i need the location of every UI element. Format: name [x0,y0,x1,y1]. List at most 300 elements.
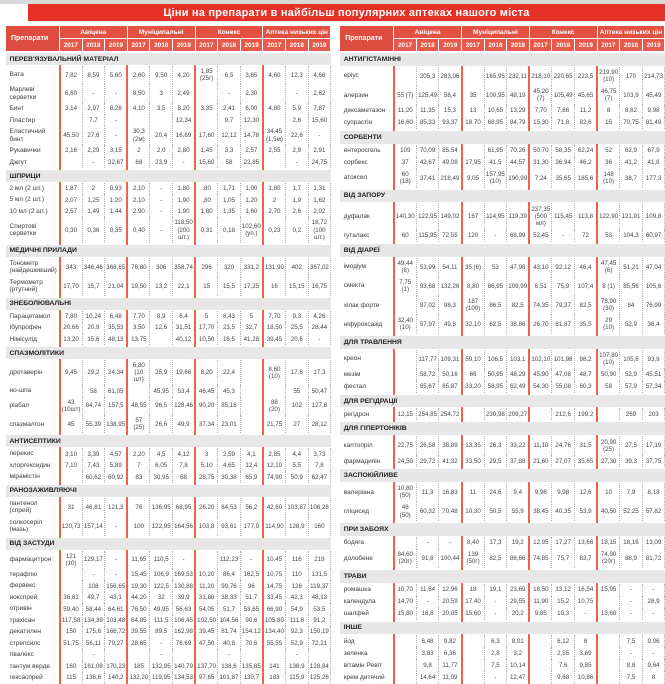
price-cell: 86,95 [484,277,507,296]
drug-name: ромашка [343,585,371,593]
drug-column-header: Препарати [340,26,394,53]
price-cell: ,80 [195,183,218,195]
price-cell: 10,80 (50) [394,482,417,502]
price-cell: 11,09 [439,671,462,683]
price-cell: 3,2 [507,647,530,659]
drug-name: гівалекс [9,651,34,659]
left-price-table [5,25,331,684]
price-cell: 11,35 [416,105,439,117]
price-cell: 232,11 [507,66,530,86]
price-cell: 13,75 [127,334,150,346]
price-cell: 2,91 [308,145,331,156]
drug-name: вітамін Ревіт [343,661,382,669]
price-cell: 9,85 [529,608,552,621]
drug-name: каптопріл [343,441,373,449]
price-cell: 4,20 [173,66,196,85]
price-cell: 223,5 [574,66,597,86]
price-cell: 39,45 [263,334,286,346]
price-cell: 13,2 [150,277,173,297]
price-cell: 98,3 [439,296,462,315]
price-cell [105,649,128,660]
price-cell: 2,70 [263,206,286,217]
price-cell [263,649,286,660]
price-cell: - [105,550,128,569]
price-cell: 150,19 [308,626,331,637]
price-cell [127,649,150,660]
price-cell [394,381,417,394]
section-row [340,52,665,66]
table-row [340,296,665,315]
price-cell: 105,8 [620,349,643,369]
price-cell: 57,34 [642,381,665,394]
price-cell: 2,30 [240,84,263,103]
section-row [340,621,665,635]
price-cell [240,415,263,434]
price-cell: 53,9 [574,502,597,522]
price-cell: 106,9 [150,569,173,580]
price-cell: 2,6 [285,206,308,217]
section-row [340,130,665,144]
price-cell: 3 [150,84,173,103]
drug-name: ніфуроксазід [343,320,383,328]
price-cell: 37 [394,157,417,169]
price-cell: 2,41 [218,103,241,114]
price-cell: 2,10 [127,183,150,195]
price-cell: 10,20 [195,569,218,580]
drug-name: Вата [9,71,24,79]
price-cell: 119,37 [308,580,331,591]
drug-name: стрепсилс [9,639,41,647]
drug-name: дуфалак [343,212,370,220]
price-cell [127,115,150,126]
price-cell: 2 [82,183,105,195]
price-cell: 17,8 [285,360,308,386]
price-cell: 25,9 [150,360,173,386]
price-cell: 10,50 [195,334,218,346]
price-cell: 118,50 (200 шт.) [173,217,196,243]
drug-name: ентеросгель [343,146,381,154]
price-cell: 6,51 [529,277,552,296]
price-cell: 47,98 [507,257,530,277]
drug-name: трахісан [9,616,35,624]
price-cell: 1,20 [240,194,263,205]
price-cell [394,369,417,381]
price-cell: 7,70 [127,310,150,322]
price-cell: 7,24 [529,169,552,189]
price-cell: 57,9 [620,381,643,394]
section-header: МЕДИЧНІ ПРИЛАДИ [6,244,331,258]
price-cell: 41,2 [620,157,643,169]
price-cell: 18,72 (100 шт.) [308,217,331,243]
table-row [6,626,331,637]
price-cell: 36 [597,157,620,169]
price-cell: 64,61 [105,603,128,614]
price-cell: 26,3 [484,436,507,456]
price-cell: 13,60 [597,608,620,621]
price-cell: 58 [82,385,105,396]
price-cell: 8,59 [82,66,105,85]
price-cell: 55,08 [552,381,575,394]
table-row [6,385,331,396]
price-cell: 12,34 [173,115,196,126]
price-cell: 38,86 [507,315,530,335]
price-cell: 88 (20) [263,397,286,415]
table-row [6,217,331,243]
price-cell: 16,5 [218,334,241,346]
price-cell: 90,6 [240,615,263,626]
price-cell: 17,25 [240,277,263,297]
price-cell: 61,95 [484,144,507,157]
price-cell: 59,40 [60,603,83,614]
price-cell: 8,28 [105,103,128,114]
price-cell: 50,90 [597,369,620,381]
table-row [340,408,665,422]
table-row [340,436,665,456]
price-cell: 70,48 [439,502,462,522]
price-cell: 17,95 [462,157,485,169]
price-cell: 82,5 [484,549,507,569]
price-cell: 28,44 [308,322,331,333]
price-cell [263,157,286,169]
table-row [340,230,665,243]
price-cell: 50,9 [285,471,308,483]
price-cell: 11,90 [529,596,552,608]
price-cell: 58,35 [552,144,575,157]
table-row [6,397,331,415]
price-cell: 11,20 [195,580,218,591]
table-row [6,277,331,297]
price-cell: 11,10 [529,436,552,456]
price-cell: 283,06 [439,66,462,86]
drug-name: Марлеві серветки [9,86,37,101]
price-cell: 122,95 [416,203,439,230]
price-cell: 185 [127,661,150,672]
price-cell: 47,04 [642,257,665,277]
price-cell: 1,71 [218,183,241,195]
price-cell: 15 [195,277,218,297]
price-cell: 54,05 [195,603,218,614]
price-cell: 49,7 [82,592,105,603]
price-cell: 119,39 [507,203,530,230]
price-cell: 13,12 [552,583,575,596]
table-row [340,647,665,659]
price-cell [597,671,620,683]
price-cell: 84,74 [82,397,105,415]
price-cell: 19,1 [484,583,507,596]
year-header: 2018 [150,39,173,53]
price-cell: 6,00 [240,103,263,114]
drug-name: зеленка [343,649,368,657]
price-cell: 51,75 [60,638,83,649]
price-cell: 19,66 [173,360,196,386]
price-cell: - [240,550,263,569]
price-cell: 64,53 [218,497,241,516]
price-cell: 0,23 [263,217,286,243]
table-row [6,206,331,217]
price-cell: 56,63 [173,603,196,614]
table-row [340,536,665,549]
price-cell: - [620,596,643,608]
price-cell: 5,10 [195,460,218,471]
title-banner [28,4,665,21]
price-cell: 74,90 (20г) [597,549,620,569]
price-cell: - [82,649,105,660]
price-cell: 115,9 [285,672,308,683]
year-header: 2019 [173,39,196,53]
price-cell: 22,1 [173,277,196,297]
price-cell: - [150,183,173,195]
price-cell: 46,75 (7) [597,86,620,105]
section-row [6,297,331,311]
price-cell [394,296,417,315]
price-cell: 26,58 [416,436,439,456]
price-cell: 126 [285,580,308,591]
price-cell: - [82,569,105,580]
price-cell: 7,70 [529,105,552,117]
price-cell: 11 [462,482,485,502]
price-cell: 117,58 [60,615,83,626]
price-cell: 97,65 [195,672,218,683]
price-cell: 1,90 [173,194,196,205]
section-header: ДЛЯ РЕГІДРАЦІЇ [340,394,665,408]
price-cell [127,385,150,396]
price-cell: 169,53 [173,569,196,580]
tables-container [5,25,665,684]
price-cell: 81,72 [642,549,665,569]
price-cell: 15,45 [127,569,150,580]
price-cell: 86,66 [507,549,530,569]
price-cell: 89,5 [150,626,173,637]
section-row [6,169,331,183]
price-cell: - [285,157,308,169]
price-cell: - [285,84,308,103]
section-row [6,244,331,258]
price-cell: 75,7 [552,549,575,569]
price-cell: 68 [173,471,196,483]
price-cell: 3,5 [150,103,173,114]
year-header: 2019 [574,39,597,53]
price-cell: 5 [240,310,263,322]
price-cell: 114,95 [484,203,507,230]
price-cell: 22,6 [285,126,308,145]
price-cell: 157,5 [105,397,128,415]
price-cell: 19,30 [127,580,150,591]
price-cell: 8,01 [507,635,530,648]
price-cell: 101,87 [218,672,241,683]
drug-name: алерзин [343,91,369,99]
price-cell [263,385,286,396]
price-cell [462,635,485,648]
price-cell: 107,4 [574,277,597,296]
price-cell: 10,14 [507,659,530,671]
price-cell: 13,35 [462,436,485,456]
price-cell: 49,8 [439,315,462,335]
price-cell: 7,9 [620,482,643,502]
price-cell: 6,80 (10 шт) [127,360,150,386]
price-cell: 32,10 [462,315,485,335]
price-cell: 157,95 (10) [484,169,507,189]
price-cell: 7,8 [173,460,196,471]
price-cell: 1,20 [105,194,128,205]
price-cell: 50,16 [439,369,462,381]
section-row [340,421,665,435]
price-cell [60,471,83,483]
price-cell [195,649,218,660]
price-cell: 254,72 [439,408,462,422]
price-cell: 29,2 [82,360,105,386]
price-cell: 50,5 [484,502,507,522]
price-cell [60,580,83,591]
price-cell: 402 [285,257,308,276]
price-cell: 36,4 [642,315,665,335]
price-cell: 82,6 [574,117,597,130]
price-cell: 51,21 [620,257,643,277]
price-cell: 10,86 [574,671,597,683]
price-cell: 3,83 [416,647,439,659]
price-cell: 8,43 [218,310,241,322]
price-cell: 110,5 [150,550,173,569]
price-cell: 119,95 [150,672,173,683]
price-cell: 24,76 [552,436,575,456]
price-cell: 103,48 [105,615,128,626]
price-cell: 72 [574,230,597,243]
price-cell: 27,07 [552,455,575,468]
price-cell: 2,8 [484,647,507,659]
price-cell: - [218,649,241,660]
price-cell: 2,16 [60,145,83,156]
price-cell [240,397,263,415]
price-cell: 44,20 [127,592,150,603]
price-cell: 55,39 [82,415,105,434]
pharmacy-header: Авіцена [394,26,462,39]
table-row [6,661,331,672]
price-cell: 48,55 [127,397,150,415]
price-cell: 10,30 [462,502,485,522]
price-cell [263,84,286,103]
price-cell [462,66,485,86]
price-cell: 39,45 [195,626,218,637]
price-cell: 62,49 [507,381,530,394]
table-row [6,592,331,603]
price-cell [195,550,218,569]
price-cell: 121,91 [620,203,643,230]
drug-name: креон [343,355,361,363]
price-cell: 20,90 (25) [597,436,620,456]
price-cell: 134,39 [82,615,105,626]
section-header: ПЕРЕВ'ЯЗУВАЛЬНИЙ МАТЕРІАЛ [6,52,331,66]
price-cell: 30,38 [218,471,241,483]
year-header: 2017 [195,39,218,53]
price-cell: 40,12 [173,334,196,346]
price-cell: 68,95 [173,497,196,516]
price-cell: 46,45 [195,385,218,396]
price-cell: 17,27 [552,536,575,549]
price-cell: 0,36 [82,217,105,243]
price-cell: 18 [462,583,485,596]
price-cell: 24,75 [308,157,331,169]
table-row [340,549,665,569]
price-cell: - [552,230,575,243]
price-cell: 7,6 [552,659,575,671]
price-cell [150,334,173,346]
price-cell: 109 [394,144,417,157]
drug-name: сорбекс [343,158,368,166]
price-cell: 60,32 [416,502,439,522]
price-cell: 102,50 [195,615,218,626]
price-cell: 87,02 [416,296,439,315]
price-cell: 91,2 [308,615,331,626]
price-cell: 2,60 [127,66,150,85]
price-cell: 54,9 [285,603,308,614]
price-cell: 2 [263,194,286,205]
price-cell: 39,55 [127,626,150,637]
price-cell: 219 [308,550,331,569]
price-cell: 45,20 (7) [529,86,552,105]
drug-name: 5 мл (2 шт.) [9,196,45,204]
price-cell: 137,70 [195,661,218,672]
price-cell [173,649,196,660]
price-cell: 296 [195,257,218,276]
price-cell: 74,35 [529,296,552,315]
price-cell: 32,67 [105,157,128,169]
price-cell: 1,00 [240,183,263,195]
price-cell: 31,51 [173,322,196,333]
price-cell: 29,72 [416,455,439,468]
price-cell: 58,95 [484,381,507,394]
price-cell: 55 [285,385,308,396]
price-cell: 30,95 [150,471,173,483]
price-cell: 2,10 [127,194,150,205]
price-cell: 135,85 [240,661,263,672]
price-cell: 46,2 [574,157,597,169]
price-cell: 121 (10) [60,550,83,569]
price-cell: 331,2 [240,257,263,276]
price-cell [195,84,218,103]
price-cell: 11,64 [416,583,439,596]
price-cell: 16 [263,277,286,297]
price-cell: 132,26 [439,277,462,296]
price-cell: 177,3 [642,169,665,189]
drug-name: декатилен [9,628,41,636]
price-cell [60,385,83,396]
price-cell: 5,5 [285,460,308,471]
price-cell: 38,7 [620,169,643,189]
price-cell: 12,6 [574,482,597,502]
price-cell: 8,80 [462,277,485,296]
price-cell: 122,90 [597,203,620,230]
price-cell: 107,80 (10) [597,349,620,369]
price-cell: 8,40 [462,536,485,549]
price-cell: 16,69 [173,126,196,145]
price-cell: 36,94 [552,157,575,169]
table-row [340,117,665,130]
price-cell: 33,50 [462,455,485,468]
drug-name: Термометр (ртутний) [9,278,43,294]
table-row [6,115,331,126]
price-cell: ,80 [195,194,218,205]
price-cell: 177,9 [240,517,263,537]
price-cell: 16,8 [416,608,439,621]
price-cell: 8,20 [195,360,218,386]
drug-name: перекис [9,450,34,458]
price-cell: - [82,84,105,103]
price-cell: 2,20 [127,448,150,460]
price-cell: 2,6 [285,115,308,126]
price-cell: 27,6 [82,126,105,145]
price-cell: - [150,194,173,205]
section-header: ШПРИЦИ [6,169,331,183]
price-cell: 8,50 [127,84,150,103]
